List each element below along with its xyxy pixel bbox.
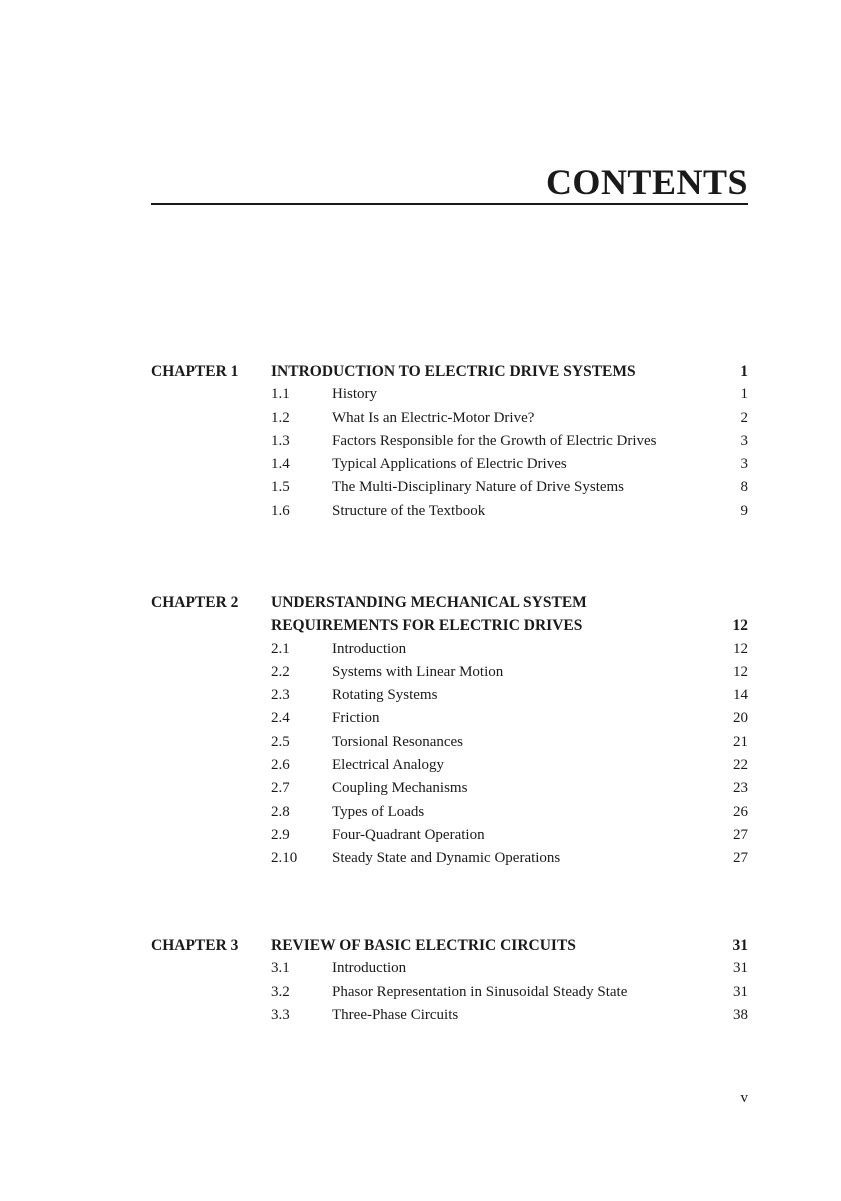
section-page-number: 38 (733, 1006, 748, 1023)
section-page-number: 12 (733, 640, 748, 657)
chapter-3-entry (151, 934, 748, 1027)
page-folio: v (740, 1090, 748, 1106)
section-1-1[interactable] (151, 383, 748, 406)
section-page-number: 3 (740, 432, 748, 449)
section-1-5[interactable] (151, 476, 748, 499)
section-number: 3.3 (271, 1006, 290, 1023)
section-2-2[interactable] (151, 661, 748, 684)
section-3-2[interactable] (151, 981, 748, 1004)
section-number: 1.2 (271, 409, 290, 426)
section-number: 2.8 (271, 803, 290, 820)
section-page-number: 31 (733, 960, 748, 977)
section-title: Three-Phase Circuits (332, 1006, 459, 1023)
section-number: 1.1 (271, 386, 290, 403)
section-2-8[interactable] (151, 801, 748, 824)
section-number: 3.2 (271, 983, 290, 1000)
section-title: Phasor Representation in Sinusoidal Steady State (332, 983, 628, 1000)
section-page-number: 14 (733, 687, 748, 704)
section-number: 2.5 (271, 733, 290, 750)
chapter-page-number: 12 (732, 617, 748, 635)
section-title: Introduction (332, 640, 407, 657)
section-number: 1.3 (271, 432, 290, 449)
section-number: 2.1 (271, 640, 290, 657)
section-title: Steady State and Dynamic Operations (332, 850, 561, 867)
section-2-1[interactable] (151, 638, 748, 661)
section-3-3[interactable] (151, 1004, 748, 1027)
section-title: Four-Quadrant Operation (332, 826, 485, 843)
section-2-9[interactable] (151, 824, 748, 847)
section-page-number: 21 (733, 733, 748, 750)
section-title: What Is an Electric-Motor Drive? (332, 409, 535, 426)
chapter-page-number: 31 (732, 937, 748, 954)
section-page-number: 23 (733, 780, 748, 797)
section-title: Torsional Resonances (332, 733, 464, 750)
chapter-label: CHAPTER 1 (151, 363, 239, 380)
chapter-title-line: REVIEW OF BASIC ELECTRIC CIRCUITS (271, 937, 576, 954)
section-title: Friction (332, 710, 380, 727)
chapter-title-line: UNDERSTANDING MECHANICAL SYSTEM (271, 594, 587, 611)
section-number: 2.7 (271, 780, 290, 797)
chapter-label: CHAPTER 2 (151, 594, 239, 611)
section-page-number: 26 (733, 803, 748, 820)
chapter-2-heading[interactable] (151, 591, 748, 638)
page-title: CONTENTS (545, 162, 748, 202)
chapter-title-line: REQUIREMENTS FOR ELECTRIC DRIVES (271, 617, 583, 635)
section-number: 1.4 (271, 456, 290, 473)
section-title: Factors Responsible for the Growth of Electric Drives (332, 432, 657, 449)
chapter-title (271, 934, 691, 957)
section-title: Typical Applications of Electric Drives (332, 456, 567, 473)
section-number: 2.10 (271, 850, 298, 867)
section-2-7[interactable] (151, 777, 748, 800)
chapter-label: CHAPTER 3 (151, 937, 239, 954)
section-page-number: 2 (740, 409, 748, 426)
section-title: Types of Loads (332, 803, 425, 820)
section-page-number: 31 (733, 983, 748, 1000)
section-title: Rotating Systems (332, 687, 438, 704)
section-1-6[interactable] (151, 500, 748, 523)
section-title: Systems with Linear Motion (332, 663, 504, 680)
section-title: Coupling Mechanisms (332, 780, 468, 797)
section-title: Introduction (332, 960, 407, 977)
section-2-10[interactable] (151, 847, 748, 870)
section-page-number: 27 (733, 850, 748, 867)
section-page-number: 9 (740, 502, 748, 519)
section-page-number: 12 (733, 663, 748, 680)
chapter-page-number: 1 (740, 363, 748, 380)
chapter-1-entry (151, 360, 748, 523)
section-number: 1.6 (271, 502, 290, 519)
section-page-number: 8 (740, 479, 748, 496)
section-page-number: 27 (733, 826, 748, 843)
chapter-title-line: INTRODUCTION TO ELECTRIC DRIVE SYSTEMS (271, 363, 636, 380)
section-number: 2.4 (271, 710, 290, 727)
section-2-4[interactable] (151, 707, 748, 730)
section-2-6[interactable] (151, 754, 748, 777)
section-number: 2.9 (271, 826, 290, 843)
chapter-1-heading[interactable] (151, 360, 748, 383)
section-number: 2.6 (271, 757, 290, 774)
chapter-title (271, 591, 691, 638)
section-number: 1.5 (271, 479, 290, 496)
chapter-title (271, 360, 691, 383)
section-title: The Multi-Disciplinary Nature of Drive Systems (332, 479, 625, 496)
section-1-2[interactable] (151, 407, 748, 430)
chapter-2-entry (151, 591, 748, 871)
section-3-1[interactable] (151, 957, 748, 980)
section-title: History (332, 386, 377, 403)
section-number: 2.3 (271, 687, 290, 704)
section-page-number: 22 (733, 757, 748, 774)
section-title: Structure of the Textbook (332, 502, 486, 519)
section-2-5[interactable] (151, 731, 748, 754)
chapter-3-heading[interactable] (151, 934, 748, 957)
section-page-number: 1 (740, 386, 748, 403)
section-1-4[interactable] (151, 453, 748, 476)
section-1-3[interactable] (151, 430, 748, 453)
section-page-number: 20 (733, 710, 748, 727)
title-rule (151, 203, 748, 205)
section-page-number: 3 (740, 456, 748, 473)
section-title: Electrical Analogy (332, 757, 445, 774)
section-number: 2.2 (271, 663, 290, 680)
section-number: 3.1 (271, 960, 290, 977)
section-2-3[interactable] (151, 684, 748, 707)
